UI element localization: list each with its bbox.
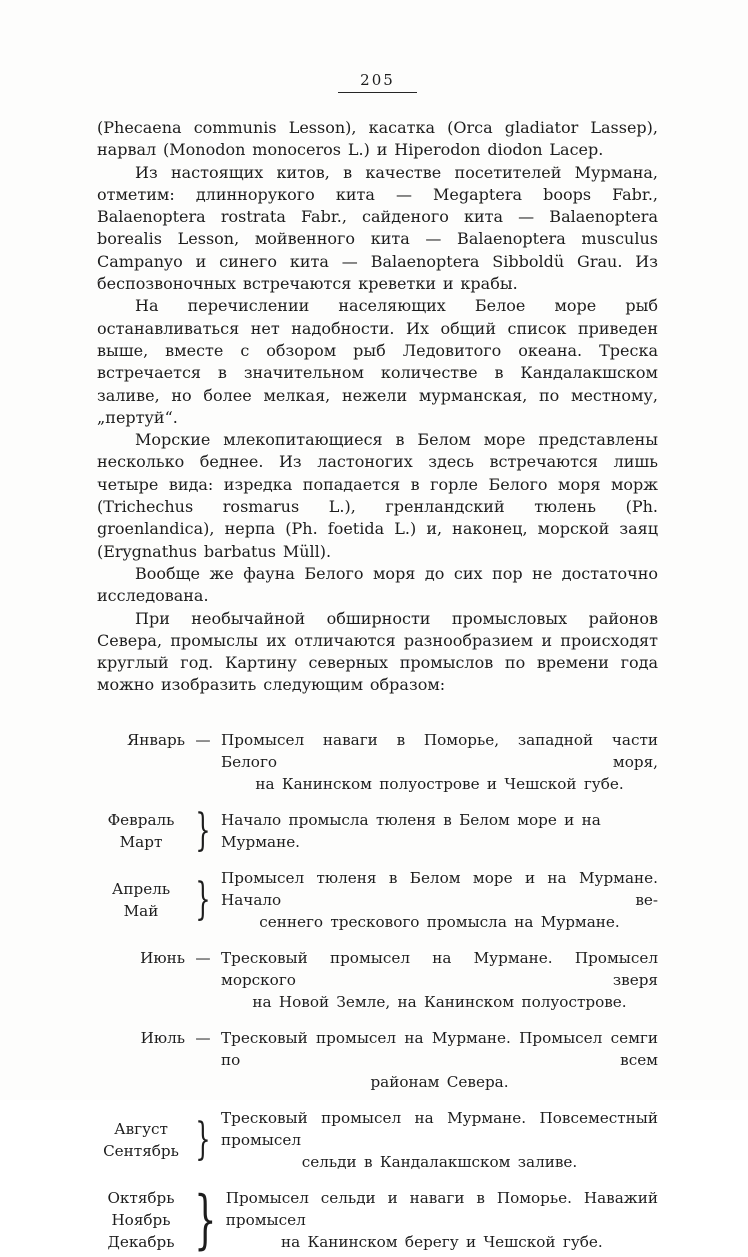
month-column [97, 947, 185, 969]
paragraph-fauna: Вообще же фауна Белого моря до сих пор не достаточно исследована. [97, 563, 658, 606]
schedule-description [221, 867, 658, 933]
schedule-entry-aug-sep [97, 1107, 658, 1173]
schedule-description [221, 947, 658, 1013]
em-dash: — [195, 730, 211, 749]
seasonal-schedule [97, 729, 658, 1257]
month-label: Июнь [140, 948, 185, 967]
brace-icon [185, 1113, 221, 1165]
brace-icon [185, 1182, 226, 1257]
brace-glyph: } [194, 1182, 217, 1257]
month-label: Февраль [107, 810, 175, 829]
schedule-entry-june [97, 947, 658, 1013]
schedule-text-line: Тресковый промысел на Мурмане. Повсеместный промысел [221, 1108, 658, 1149]
paragraph-whales: Из настоящих китов, в качестве посетителей Мурмана, отметим: длиннорукого кита — Megaptera boops Fabr., Balaenoptera rostrata Fabr., сайденого кита — Balaenoptera borealis Lesson, мойвенного кита — Balaenoptera musculus Campanyo и синего кита — Balaenoptera Sibboldü Grau. Из беспозвоночных встречаются креветки и крабы. [97, 162, 658, 294]
month-label: Март [119, 832, 163, 851]
month-label: Октябрь [107, 1188, 175, 1207]
schedule-text-line: Промысел сельди и наваги в Поморье. Наважий промысел [225, 1188, 658, 1229]
month-label: Май [123, 901, 159, 920]
paragraph-intro-schedule: При необычайной обширности промысловых районов Севера, промыслы их отличаются разнообразием и происходят круглый год. Картину северных промыслов по времени года можно изобразить следующим образом: [97, 608, 658, 695]
month-column [97, 1187, 185, 1253]
schedule-text-line: сеннего трескового промысла на Мурмане. [259, 912, 620, 931]
month-column [97, 1118, 185, 1162]
brace-icon [185, 804, 221, 856]
paragraph-mammals: Морские млекопитающиеся в Белом море представлены несколько беднее. Из ластоногих здесь встречаются лишь четыре вида: изредка попадается в горле Белого моря морж (Trichechus rosmarus L.), гренландский тюлень (Ph. groenlandica), нерпа (Ph. foetida L.) и, наконец, морской заяц (Erygnathus barbatus Müll). [97, 430, 658, 561]
schedule-description [221, 1107, 658, 1173]
month-label: Ноябрь [111, 1210, 171, 1229]
schedule-text-line: районам Севера. [370, 1072, 509, 1091]
schedule-text-line: на Канинском берегу и Чешской губе. [280, 1232, 603, 1251]
page-number: 205 [338, 71, 417, 93]
month-column [97, 878, 185, 922]
schedule-entry-feb-mar [97, 804, 658, 856]
month-label: Декабрь [107, 1232, 175, 1251]
month-column [97, 809, 185, 853]
schedule-text-line: на Канинском полуострове и Чешской губе. [255, 774, 624, 793]
brace-icon [185, 873, 221, 925]
em-dash: — [195, 948, 211, 967]
schedule-entry-oct-nov-dec [97, 1182, 658, 1257]
schedule-text-line: сельди в Кандалакшском заливе. [301, 1152, 578, 1171]
page-header [97, 70, 658, 93]
month-label: Сентябрь [103, 1141, 179, 1160]
month-column [97, 1027, 185, 1049]
schedule-text-line: Промысел наваги в Поморье, западной части Белого моря, [221, 730, 658, 771]
brace-glyph: } [195, 804, 211, 856]
body-text [97, 117, 658, 697]
schedule-description [226, 1187, 658, 1253]
brace-glyph: } [195, 873, 211, 925]
month-label: Июль [140, 1028, 185, 1047]
brace-glyph: } [195, 1113, 211, 1165]
paragraph-continuation: (Phecaena communis Lesson), касатка (Orca gladiator Lassep), нарвал (Monodon monoceros L.) и Hiperodon diodon Lacep. [97, 118, 658, 160]
schedule-text-line: на Новой Земле, на Канинском полуострове. [252, 992, 627, 1011]
month-column [97, 729, 185, 751]
paragraph-fish: На перечислении населяющих Белое море рыб останавливаться нет надобности. Их общий список приведен выше, вместе с обзором рыб Ледовитого океана. Треска встречается в значительном количестве в Кандалакшском заливе, но более мелкая, нежели мурманская, по местному, „пертуй“. [97, 296, 658, 427]
month-label: Август [114, 1119, 168, 1138]
schedule-text-line: Тресковый промысел на Мурмане. Промысел морского зверя [221, 948, 658, 989]
month-label: Апрель [111, 879, 171, 898]
schedule-text-line: Начало промысла тюленя в Белом море и на Мурмане. [221, 810, 601, 851]
schedule-entry-apr-may [97, 867, 658, 933]
month-label: Январь [127, 730, 185, 749]
em-dash: — [195, 1028, 211, 1047]
schedule-description [221, 729, 658, 795]
schedule-description [221, 1027, 658, 1093]
schedule-entry-july [97, 1027, 658, 1093]
schedule-entry-january [97, 729, 658, 795]
schedule-description [221, 809, 658, 853]
schedule-text-line: Промысел тюленя в Белом море и на Мурмане. Начало ве- [221, 868, 658, 909]
schedule-text-line: Тресковый промысел на Мурмане. Промысел семги по всем [221, 1028, 658, 1069]
